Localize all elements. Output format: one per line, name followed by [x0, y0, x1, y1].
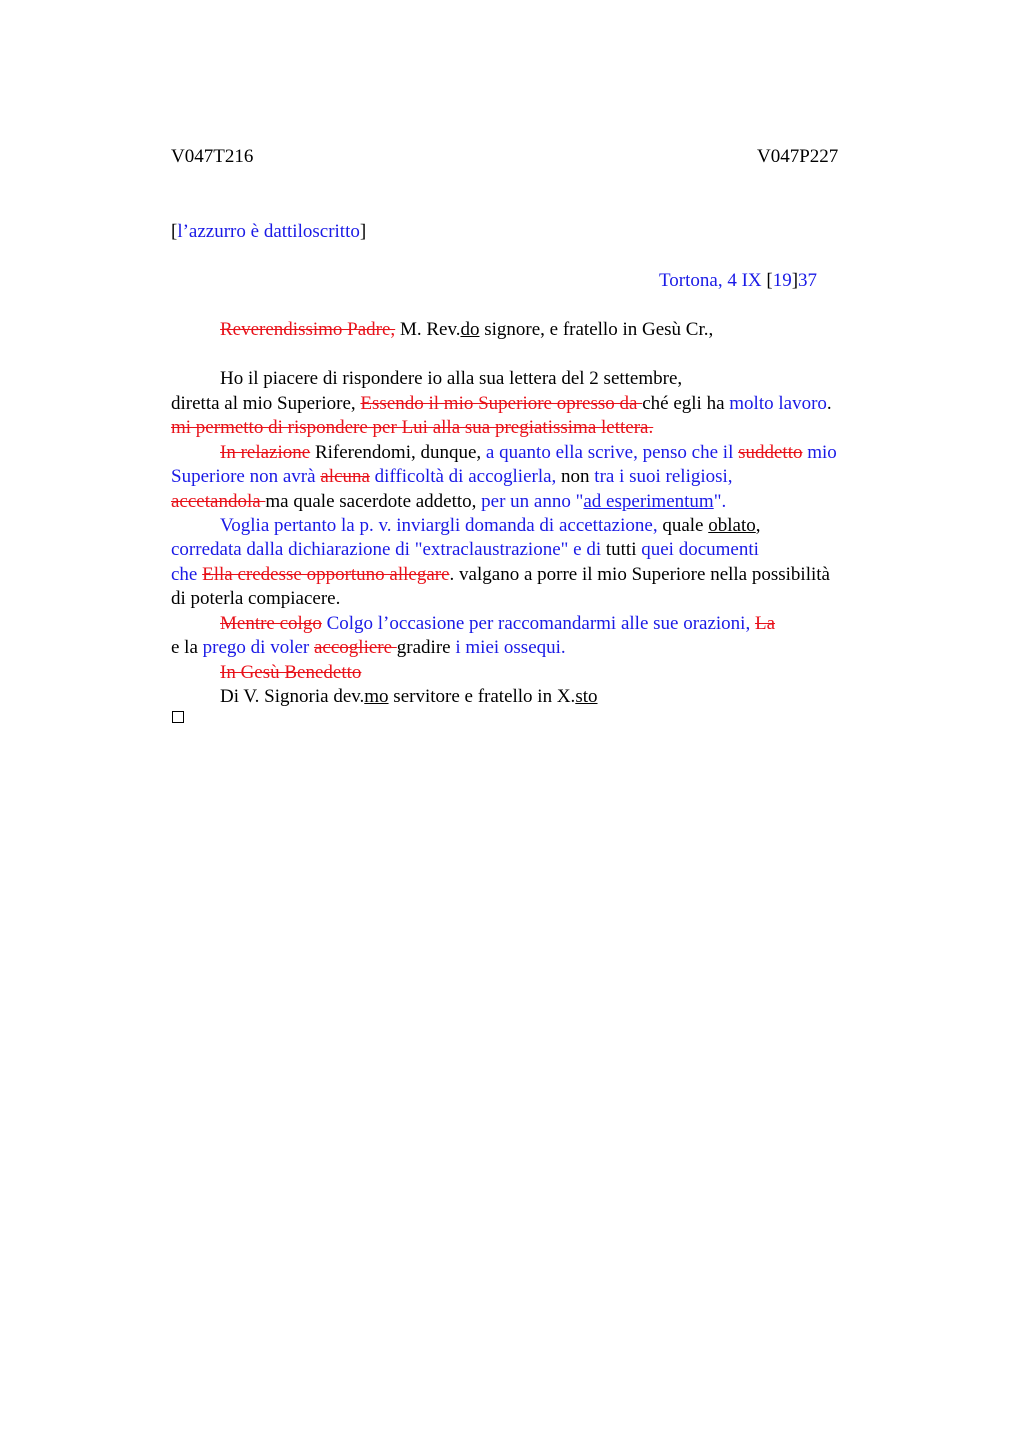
body-line-9: che Ella credesse opportuno allegare. valgano a porre il mio Superiore nella possibilità [171, 564, 830, 585]
deleted-text: Ella credesse opportuno allegare [202, 564, 450, 585]
body-line-13 [220, 661, 361, 685]
body-line-4: In relazione Riferendomi, dunque, a quanto ella scrive, penso che il suddetto mio [220, 442, 837, 463]
body-line-10: di poterla compiacere. [171, 588, 341, 609]
letter-date: Tortona, 4 IX [19]37 [659, 270, 818, 291]
salutation: Reverendissimo Padre, M. Rev.do signore, e fratello in Gesù Cr., [220, 319, 714, 340]
deleted-text: In relazione [220, 442, 311, 463]
closing-line: Di V. Signoria dev.mo servitore e fratello in X.sto [220, 686, 598, 707]
body-line-1: Ho il piacere di rispondere io alla sua lettera del 2 settembre, [220, 368, 683, 389]
body-line-12: e la prego di voler accogliere gradire i miei ossequi. [171, 637, 566, 658]
document-code-left: V047T216 [171, 146, 254, 167]
document-code-right: V047P227 [757, 146, 839, 167]
deleted-text: Essendo il mio Superiore opresso da [360, 393, 643, 414]
body-line-7: Voglia pertanto la p. v. inviargli domanda di accettazione, quale oblato, [220, 515, 761, 536]
deleted-text: Mentre colgo [220, 613, 322, 634]
deleted-text: La [754, 613, 776, 634]
deleted-text: In Gesù Benedetto [220, 662, 362, 683]
deleted-text: Reverendissimo Padre, [220, 319, 396, 340]
body-line-8: corredata dalla dichiarazione di "extraclaustrazione" e di tutti quei documenti [171, 539, 759, 560]
deleted-text: accetandola [171, 491, 266, 512]
deleted-text: mi permetto di rispondere per Lui alla sua pregiatissima lettera. [171, 417, 654, 438]
body-line-5: Superiore non avrà alcuna difficoltà di accoglierla, non tra i suoi religiosi, [171, 466, 733, 487]
body-line-6: accetandola ma quale sacerdote addetto, per un anno "ad esperimentum". [171, 491, 727, 512]
deleted-text: accogliere [313, 637, 397, 658]
body-line-2: diretta al mio Superiore, Essendo il mio Superiore opresso da ché egli ha molto lavoro. [171, 393, 832, 414]
deleted-text: suddetto [738, 442, 803, 463]
end-box-icon [172, 711, 184, 723]
deleted-text: alcuna [320, 466, 370, 487]
body-line-3 [171, 416, 653, 440]
body-line-11: Mentre colgo Colgo l’occasione per raccomandarmi alle sue orazioni, La [220, 613, 776, 634]
editorial-note: [l’azzurro è dattiloscritto] [171, 221, 367, 242]
